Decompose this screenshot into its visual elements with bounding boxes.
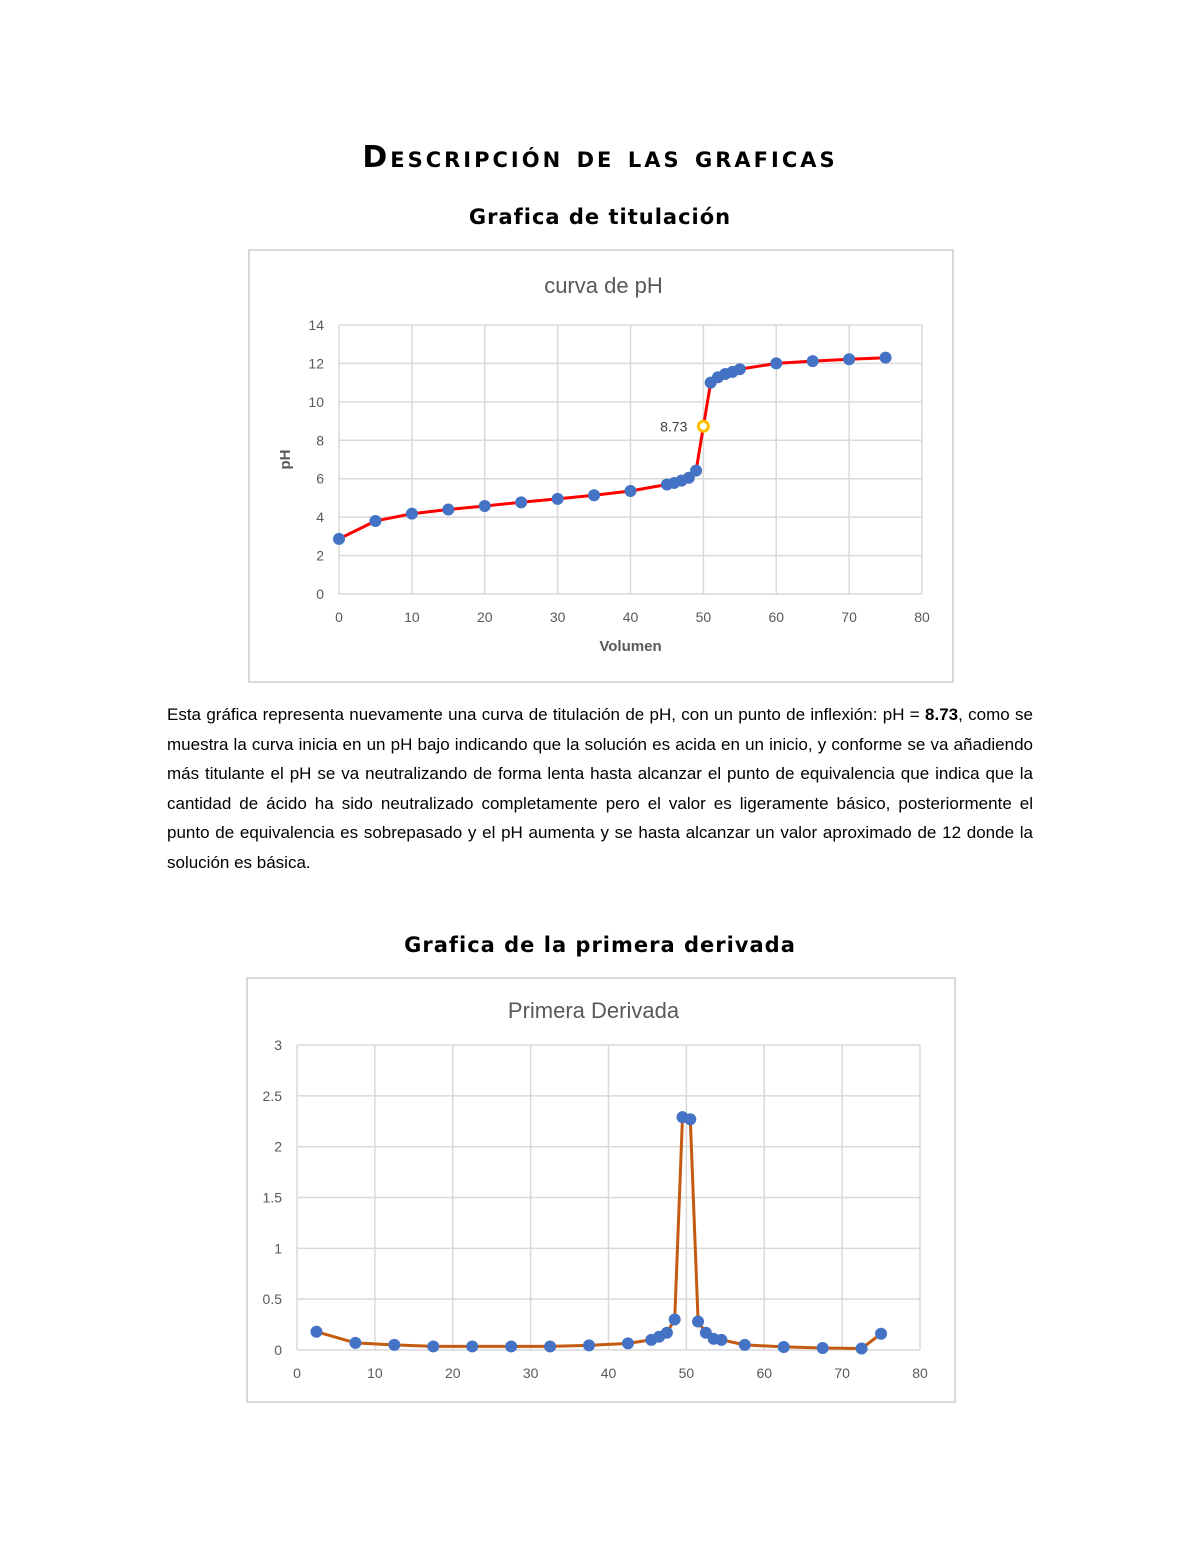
y-tick-label: 14 <box>308 317 324 333</box>
data-point <box>625 485 637 497</box>
x-tick-label: 30 <box>549 609 566 625</box>
description-paragraph <box>167 700 1033 878</box>
x-tick-label: 80 <box>912 1365 928 1381</box>
data-point <box>544 1340 556 1352</box>
x-tick-label: 70 <box>834 1365 850 1381</box>
data-point <box>622 1337 634 1349</box>
data-point <box>515 496 527 508</box>
data-point <box>669 1314 681 1326</box>
data-point <box>310 1326 322 1338</box>
x-tick-label: 30 <box>522 1365 539 1381</box>
x-tick-label: 70 <box>841 609 857 625</box>
y-tick-label: 2.5 <box>262 1087 282 1104</box>
x-tick-label: 20 <box>444 1365 461 1381</box>
data-point <box>856 1342 868 1354</box>
x-tick-label: 40 <box>600 1365 617 1381</box>
paragraph-part-2: , como se muestra la curva inicia en un pH bajo indicando que la solución es acida en un inicio, y conforme se va añadiendo más titulante el pH se va neutralizando de forma lenta hasta alcanzar el punto de equivalencia que indica que la cantidad de ácido ha sido neutralizado completamente pero el valor es ligeramente básico, posteriormente el punto de equivalencia es sobrepasado y el pH aumenta y se hasta alcanzar un valor aproximado de 12 donde la solución es básica. <box>167 705 1033 872</box>
data-point <box>505 1340 517 1352</box>
ph-curve-svg <box>250 251 952 681</box>
data-point <box>406 508 418 520</box>
data-point <box>715 1334 727 1346</box>
section-heading-derivative: Grafica de la primera derivada <box>404 933 796 957</box>
data-point <box>333 533 345 545</box>
data-point <box>817 1342 829 1354</box>
data-point <box>388 1339 400 1351</box>
section-heading-titration: Grafica de titulación <box>468 205 732 229</box>
x-tick-label: 80 <box>914 609 930 625</box>
first-derivative-chart <box>246 977 956 1403</box>
paragraph-inflection-value: 8.73 <box>925 705 959 724</box>
y-tick-label: 2 <box>316 547 324 564</box>
x-tick-label: 60 <box>756 1365 773 1381</box>
data-point <box>739 1339 751 1351</box>
x-tick-label: 50 <box>678 1365 695 1381</box>
chart-title: Primera Derivada <box>507 998 680 1023</box>
data-point <box>843 353 855 365</box>
x-tick-label: 0 <box>335 609 343 625</box>
y-tick-label: 3 <box>274 1037 282 1053</box>
data-point <box>684 1113 696 1125</box>
document-title: Descripción de las graficas <box>362 140 838 175</box>
series-line <box>317 1117 882 1348</box>
x-axis-label: Volumen <box>599 638 662 655</box>
y-axis-label: pH <box>277 449 294 470</box>
data-point <box>770 357 782 369</box>
inflection-label: 8.73 <box>660 418 688 435</box>
data-point <box>552 493 564 505</box>
y-tick-label: 0 <box>316 586 324 602</box>
first-derivative-svg <box>248 979 954 1401</box>
x-tick-label: 50 <box>695 609 712 625</box>
data-point <box>427 1340 439 1352</box>
data-point <box>778 1341 790 1353</box>
x-tick-label: 10 <box>404 609 420 625</box>
data-point <box>479 500 491 512</box>
x-tick-label: 10 <box>367 1365 383 1381</box>
data-point <box>466 1340 478 1352</box>
data-point <box>875 1328 887 1340</box>
data-point <box>807 355 819 367</box>
data-point <box>369 515 381 527</box>
data-point <box>588 489 600 501</box>
data-point <box>583 1339 595 1351</box>
paragraph-part-1: Esta gráfica representa nuevamente una curva de titulación de pH, con un punto de inflexión: pH = <box>167 705 926 724</box>
data-point <box>690 465 702 477</box>
data-point <box>880 352 892 364</box>
data-point <box>442 503 454 515</box>
ph-curve-chart <box>248 249 954 683</box>
series-line <box>339 358 886 539</box>
y-tick-label: 0 <box>274 1342 282 1358</box>
y-tick-label: 8 <box>316 432 324 449</box>
y-tick-label: 4 <box>316 509 324 526</box>
data-point <box>661 1327 673 1339</box>
y-tick-label: 6 <box>316 470 324 487</box>
data-point <box>692 1316 704 1328</box>
y-tick-label: 10 <box>308 393 324 410</box>
x-tick-label: 20 <box>476 609 493 625</box>
x-tick-label: 60 <box>768 609 785 625</box>
inflection-point <box>698 421 708 431</box>
chart-title: curva de pH <box>544 273 663 298</box>
y-tick-label: 2 <box>274 1138 282 1155</box>
y-tick-label: 0.5 <box>262 1291 282 1308</box>
data-point <box>349 1337 361 1349</box>
y-tick-label: 1 <box>274 1240 282 1257</box>
data-point <box>734 363 746 375</box>
x-tick-label: 0 <box>293 1365 301 1381</box>
x-tick-label: 40 <box>622 609 639 625</box>
y-tick-label: 12 <box>308 355 324 372</box>
y-tick-label: 1.5 <box>262 1189 282 1206</box>
